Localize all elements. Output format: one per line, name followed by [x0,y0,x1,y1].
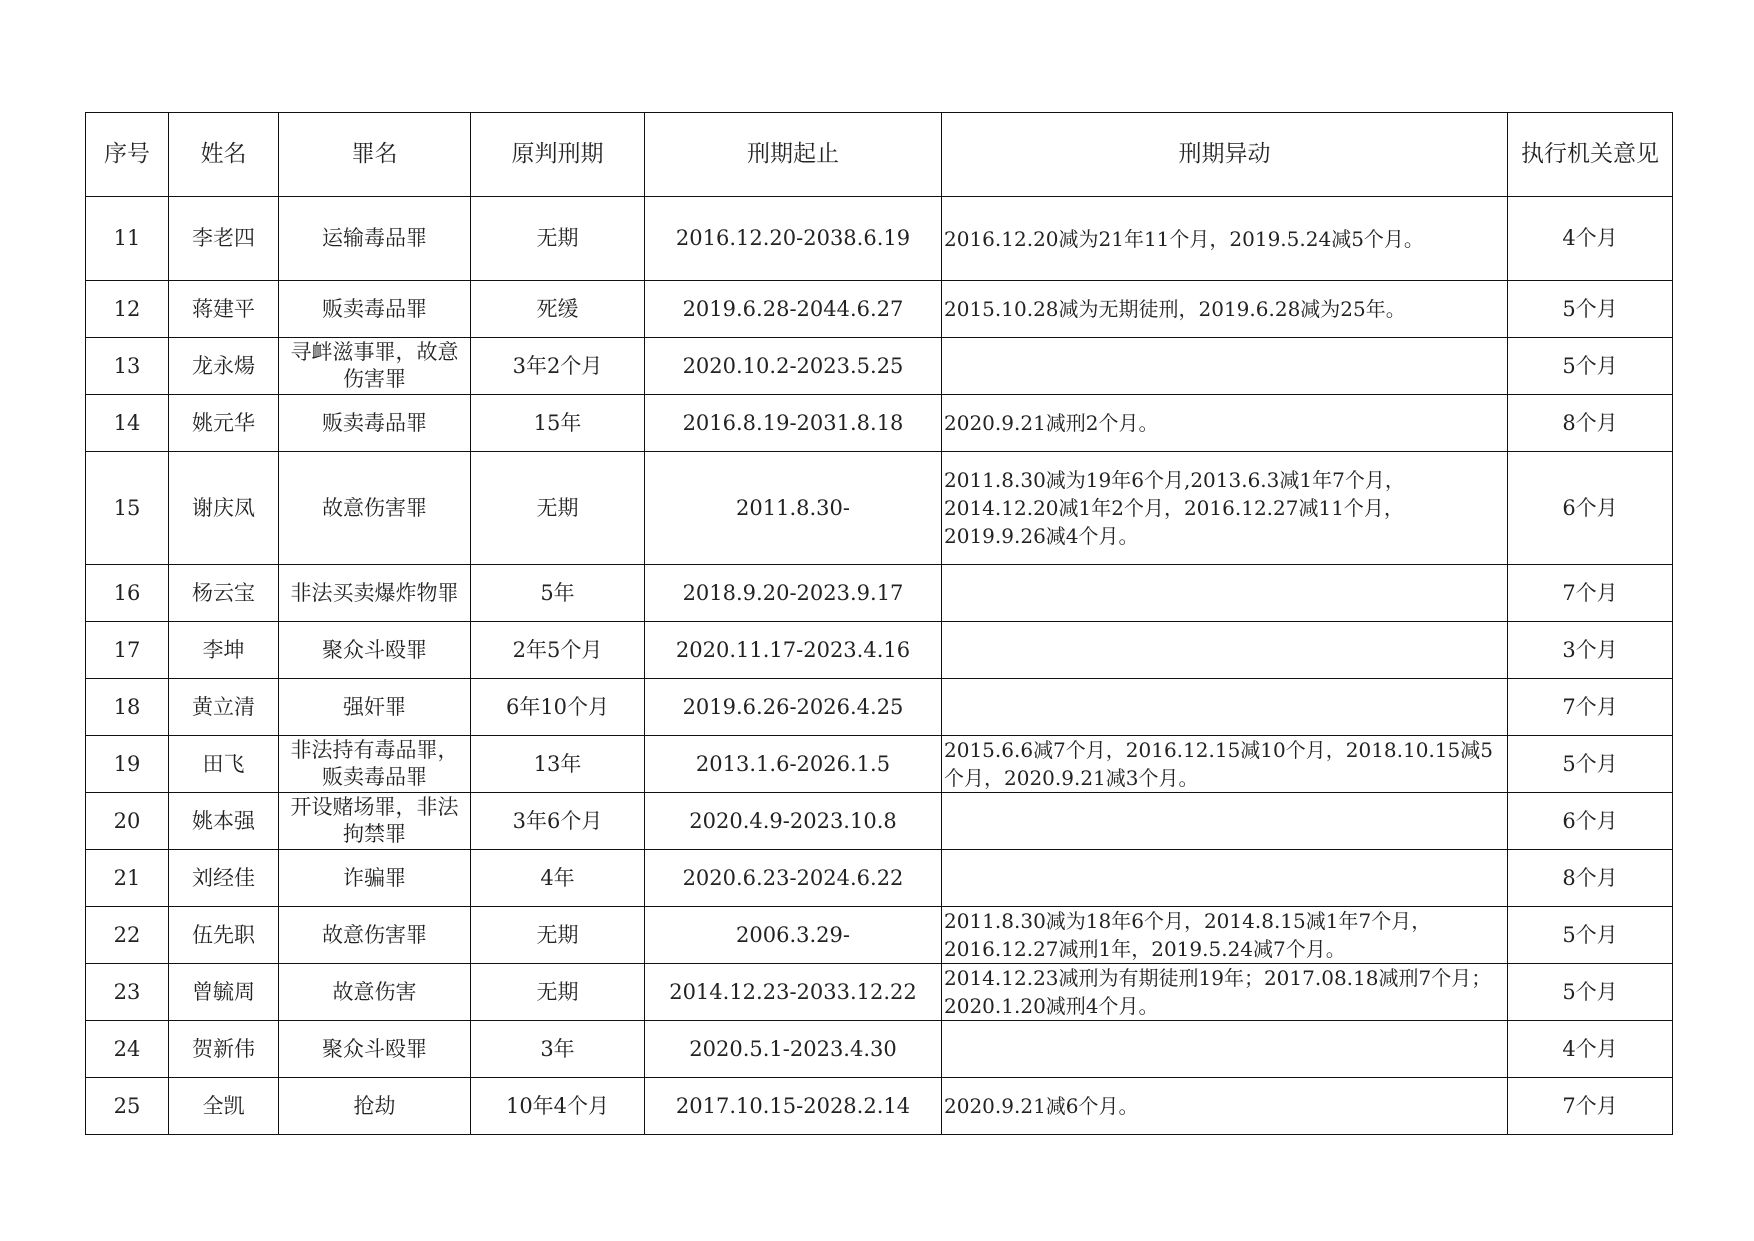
cell-changes [942,622,1508,679]
cell-opinion: 4个月 [1508,197,1673,281]
cell-no: 17 [86,622,169,679]
table-row [86,452,1673,565]
cell-name: 全凯 [169,1078,279,1135]
cell-sentence: 死缓 [471,281,645,338]
cell-period: 2016.12.20-2038.6.19 [645,197,942,281]
cell-period: 2020.5.1-2023.4.30 [645,1021,942,1078]
cell-period: 2020.10.2-2023.5.25 [645,338,942,395]
cell-name: 黄立清 [169,679,279,736]
cell-no: 14 [86,395,169,452]
cell-sentence: 15年 [471,395,645,452]
cell-crime: 故意伤害 [279,964,471,1021]
cell-changes [942,1021,1508,1078]
cell-name: 贺新伟 [169,1021,279,1078]
cell-changes [942,338,1508,395]
cell-name: 田飞 [169,736,279,793]
header-row [86,113,1673,197]
header-changes: 刑期异动 [942,113,1508,197]
header-crime: 罪名 [279,113,471,197]
cell-opinion: 7个月 [1508,565,1673,622]
cell-name: 伍先职 [169,907,279,964]
cell-sentence: 2年5个月 [471,622,645,679]
cell-sentence: 3年6个月 [471,793,645,850]
table-row [86,1078,1673,1135]
cell-opinion: 8个月 [1508,850,1673,907]
cell-sentence: 无期 [471,907,645,964]
cell-opinion: 5个月 [1508,736,1673,793]
cell-no: 13 [86,338,169,395]
cell-crime: 非法持有毒品罪，贩卖毒品罪 [279,736,471,793]
cell-period: 2020.4.9-2023.10.8 [645,793,942,850]
cell-sentence: 13年 [471,736,645,793]
cell-crime: 抢劫 [279,1078,471,1135]
cell-changes: 2020.9.21减6个月。 [942,1078,1508,1135]
table-row [86,964,1673,1021]
cell-sentence: 无期 [471,964,645,1021]
header-no: 序号 [86,113,169,197]
header-name: 姓名 [169,113,279,197]
cell-changes: 2015.10.28减为无期徒刑，2019.6.28减为25年。 [942,281,1508,338]
cell-name: 谢庆凤 [169,452,279,565]
sentence-reduction-table [85,112,1673,1135]
cell-changes: 2016.12.20减为21年11个月，2019.5.24减5个月。 [942,197,1508,281]
cell-opinion: 4个月 [1508,1021,1673,1078]
cell-sentence: 3年 [471,1021,645,1078]
cell-sentence: 6年10个月 [471,679,645,736]
cell-crime: 非法买卖爆炸物罪 [279,565,471,622]
cell-sentence: 4年 [471,850,645,907]
cell-crime: 聚众斗殴罪 [279,1021,471,1078]
cell-no: 23 [86,964,169,1021]
cell-crime: 强奸罪 [279,679,471,736]
table-row [86,793,1673,850]
cell-changes: 2020.9.21减刑2个月。 [942,395,1508,452]
table-row [86,1021,1673,1078]
cell-no: 15 [86,452,169,565]
cell-crime: 贩卖毒品罪 [279,281,471,338]
cell-no: 25 [86,1078,169,1135]
cell-sentence: 无期 [471,452,645,565]
cell-opinion: 5个月 [1508,964,1673,1021]
table-row [86,850,1673,907]
cell-period: 2006.3.29- [645,907,942,964]
cell-opinion: 5个月 [1508,338,1673,395]
cell-period: 2019.6.28-2044.6.27 [645,281,942,338]
cell-changes [942,850,1508,907]
cell-period: 2014.12.23-2033.12.22 [645,964,942,1021]
cell-name: 杨云宝 [169,565,279,622]
header-sentence: 原判刑期 [471,113,645,197]
cell-no: 20 [86,793,169,850]
table-row [86,907,1673,964]
cell-opinion: 6个月 [1508,793,1673,850]
table-row [86,395,1673,452]
cell-no: 24 [86,1021,169,1078]
cell-period: 2016.8.19-2031.8.18 [645,395,942,452]
cell-name: 李坤 [169,622,279,679]
cell-crime: 诈骗罪 [279,850,471,907]
table-row [86,679,1673,736]
cell-crime: 贩卖毒品罪 [279,395,471,452]
cell-crime: 开设赌场罪，非法拘禁罪 [279,793,471,850]
cell-name: 蒋建平 [169,281,279,338]
cell-period: 2019.6.26-2026.4.25 [645,679,942,736]
cell-opinion: 5个月 [1508,907,1673,964]
table-row [86,338,1673,395]
cell-opinion: 3个月 [1508,622,1673,679]
cell-opinion: 6个月 [1508,452,1673,565]
cell-opinion: 8个月 [1508,395,1673,452]
header-opinion: 执行机关意见 [1508,113,1673,197]
header-period: 刑期起止 [645,113,942,197]
cell-period: 2011.8.30- [645,452,942,565]
cell-crime: 运输毒品罪 [279,197,471,281]
cell-name: 姚元华 [169,395,279,452]
cell-period: 2018.9.20-2023.9.17 [645,565,942,622]
cell-no: 22 [86,907,169,964]
cell-changes [942,793,1508,850]
cell-changes [942,565,1508,622]
cell-name: 刘经佳 [169,850,279,907]
cell-crime: 故意伤害罪 [279,452,471,565]
cell-opinion: 7个月 [1508,1078,1673,1135]
table-row [86,736,1673,793]
cell-crime: 寻衅滋事罪，故意伤害罪 [279,338,471,395]
cell-no: 18 [86,679,169,736]
cell-name: 姚本强 [169,793,279,850]
cell-name: 曾毓周 [169,964,279,1021]
cell-changes: 2015.6.6减7个月，2016.12.15减10个月，2018.10.15减5个月，2020.9.21减3个月。 [942,736,1508,793]
cell-crime: 故意伤害罪 [279,907,471,964]
cell-no: 12 [86,281,169,338]
cell-sentence: 5年 [471,565,645,622]
cell-name: 龙永煬 [169,338,279,395]
table-row [86,565,1673,622]
table-row [86,622,1673,679]
cell-no: 11 [86,197,169,281]
table-row [86,281,1673,338]
cell-sentence: 3年2个月 [471,338,645,395]
cell-period: 2020.6.23-2024.6.22 [645,850,942,907]
cell-changes: 2014.12.23减刑为有期徒刑19年；2017.08.18减刑7个月；2020.1.20减刑4个月。 [942,964,1508,1021]
cell-changes [942,679,1508,736]
cell-name: 李老四 [169,197,279,281]
cell-changes: 2011.8.30减为18年6个月，2014.8.15减1年7个月，2016.12.27减刑1年，2019.5.24减7个月。 [942,907,1508,964]
cell-period: 2017.10.15-2028.2.14 [645,1078,942,1135]
cell-opinion: 7个月 [1508,679,1673,736]
cell-period: 2013.1.6-2026.1.5 [645,736,942,793]
table-row [86,197,1673,281]
cell-sentence: 无期 [471,197,645,281]
cell-changes: 2011.8.30减为19年6个月,2013.6.3减1年7个月，2014.12.20减1年2个月，2016.12.27减11个月，2019.9.26减4个月。 [942,452,1508,565]
cell-opinion: 5个月 [1508,281,1673,338]
cell-no: 16 [86,565,169,622]
cell-no: 21 [86,850,169,907]
cell-crime: 聚众斗殴罪 [279,622,471,679]
cell-period: 2020.11.17-2023.4.16 [645,622,942,679]
cell-no: 19 [86,736,169,793]
cell-sentence: 10年4个月 [471,1078,645,1135]
